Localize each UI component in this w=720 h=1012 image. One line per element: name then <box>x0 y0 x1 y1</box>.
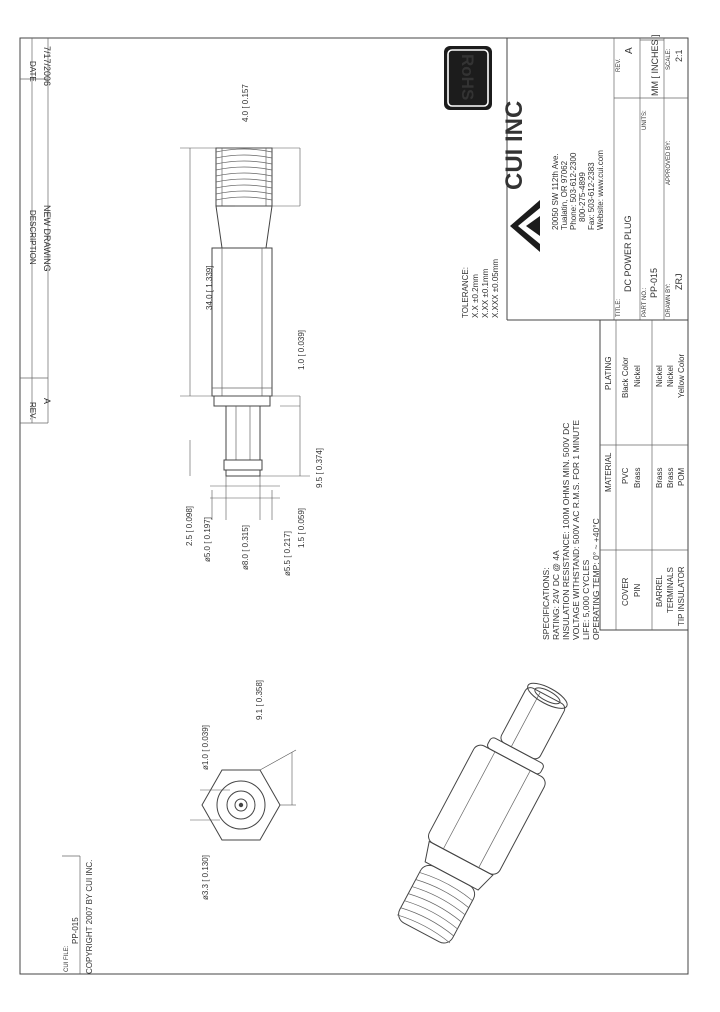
company-name: CUI INC <box>501 100 528 190</box>
spec-line-3: VOLTAGE WITHSTAND: 500V AC R.M.S. FOR 1 MINUTE <box>571 419 581 640</box>
rohs-text: RoHS <box>458 54 477 101</box>
drawing-title: DC POWER PLUG <box>623 215 633 292</box>
rev-label: REV. <box>616 58 622 72</box>
cui-file-label: CUI FILE: <box>64 945 70 972</box>
spec-line-5: OPERATING TEMP: 0° ~ +40°C <box>591 518 601 640</box>
date-value: 7/17/2006 <box>42 46 52 87</box>
tolerance-note <box>461 259 500 318</box>
address-line-4: 800-275-4899 <box>578 172 587 222</box>
drawn-value: ZRJ <box>674 273 684 290</box>
cover-part: COVER <box>621 577 630 606</box>
barrel-plating: Nickel <box>655 365 664 387</box>
description-value: NEW DRAWING <box>42 205 52 272</box>
approved-label: APPROVED BY: <box>666 140 672 185</box>
date-header: DATE <box>28 61 37 82</box>
dim-4-0: 4.0 [ 0.157 <box>241 84 250 122</box>
specifications-header: SPECIFICATIONS: <box>541 567 551 640</box>
address-line-2: Tualatin, OR 97062 <box>560 160 569 230</box>
part-number: PP-015 <box>649 267 659 298</box>
cui-logo <box>510 200 540 252</box>
tolerance-line-1: X.X ±0.2mm <box>471 274 480 318</box>
tip-insulator-part: TIP INSULATOR <box>677 566 686 626</box>
material-header: MATERIAL <box>604 452 613 492</box>
copyright: COPYRIGHT 2007 BY CUI INC. <box>85 859 94 974</box>
cui-file-value: PP-015 <box>71 917 80 944</box>
plug-side-view <box>180 148 310 520</box>
dim-1-0: 1.0 [ 0.039] <box>297 329 306 370</box>
part-label: PART NO.: <box>642 287 648 317</box>
rev-header: REV. <box>28 402 37 420</box>
dim-1-5: 1.5 [ 0.059] <box>297 507 306 548</box>
spec-line-1: RATING: 24V DC @ 4A <box>551 550 561 640</box>
plating-header: PLATING <box>604 356 613 390</box>
address-line-6: Website: www.cui.com <box>596 150 605 230</box>
tolerance-header: TOLERANCE: <box>461 267 470 318</box>
terminals-plating: Nickel <box>666 365 675 387</box>
pin-part: PIN <box>633 583 642 597</box>
materials-table <box>600 320 688 630</box>
tolerance-line-2: X.XX ±0.1mm <box>481 268 490 318</box>
drawn-label: DRAWN BY: <box>666 283 672 317</box>
terminals-material: Brass <box>666 467 675 488</box>
address-line-3: Phone: 503-612-2300 <box>569 152 578 230</box>
spec-line-2: INSULATION RESISTANCE: 100M OHMS MIN. 500V DC <box>561 422 571 640</box>
pin-plating: Nickel <box>633 365 642 387</box>
description-header: DESCRIPTION <box>28 210 37 265</box>
address-line-1: 20050 SW 112th Ave. <box>551 153 560 230</box>
dim-dia-3-3: ø3.3 [ 0.130] <box>201 855 210 900</box>
rev-value: A <box>42 398 52 405</box>
units-value: MM [ INCHES ] <box>650 34 660 96</box>
dim-2-5: 2.5 [ 0.098] <box>185 505 194 546</box>
address-line-5: Fax: 503-612-2383 <box>587 162 596 230</box>
scale-value: 2:1 <box>674 49 684 62</box>
dim-dia-1-0: ø1.0 [ 0.039] <box>201 725 210 770</box>
terminals-part: TERMINALS <box>666 567 675 613</box>
rohs-logo <box>444 46 492 110</box>
dim-dia-5-5: ø5.5 [ 0.217] <box>283 531 292 576</box>
title-rev-value: A <box>624 47 635 54</box>
barrel-material: Brass <box>655 467 664 488</box>
cover-plating: Black Color <box>621 357 630 398</box>
title-label: TITLE: <box>616 298 622 317</box>
dim-dia-5-0: ø5.0 [ 0.197] <box>203 517 212 562</box>
tip-insulator-material: POM <box>677 467 686 486</box>
footer <box>62 856 94 974</box>
tolerance-line-3: X.XXX ±0.05mm <box>491 258 500 318</box>
plug-isometric-view <box>386 670 586 951</box>
pin-material: Brass <box>633 467 642 488</box>
specifications <box>541 420 601 640</box>
cover-material: PVC <box>621 467 630 484</box>
dim-dia-8-0: ø8.0 [ 0.315] <box>241 525 250 570</box>
scale-label: SCALE: <box>666 48 672 70</box>
dim-34-0: 34.0 [ 1.339] <box>205 265 214 310</box>
dim-9-5: 9.5 [ 0.374] <box>315 447 324 488</box>
units-label: UNITS: <box>642 110 648 130</box>
revision-block <box>20 38 52 423</box>
barrel-part: BARREL <box>655 574 664 607</box>
spec-line-4: LIFE: 5,000 CYCLES <box>581 559 591 640</box>
dim-9-1: 9.1 [ 0.358] <box>255 679 264 720</box>
tip-insulator-plating: Yellow Color <box>677 353 686 398</box>
